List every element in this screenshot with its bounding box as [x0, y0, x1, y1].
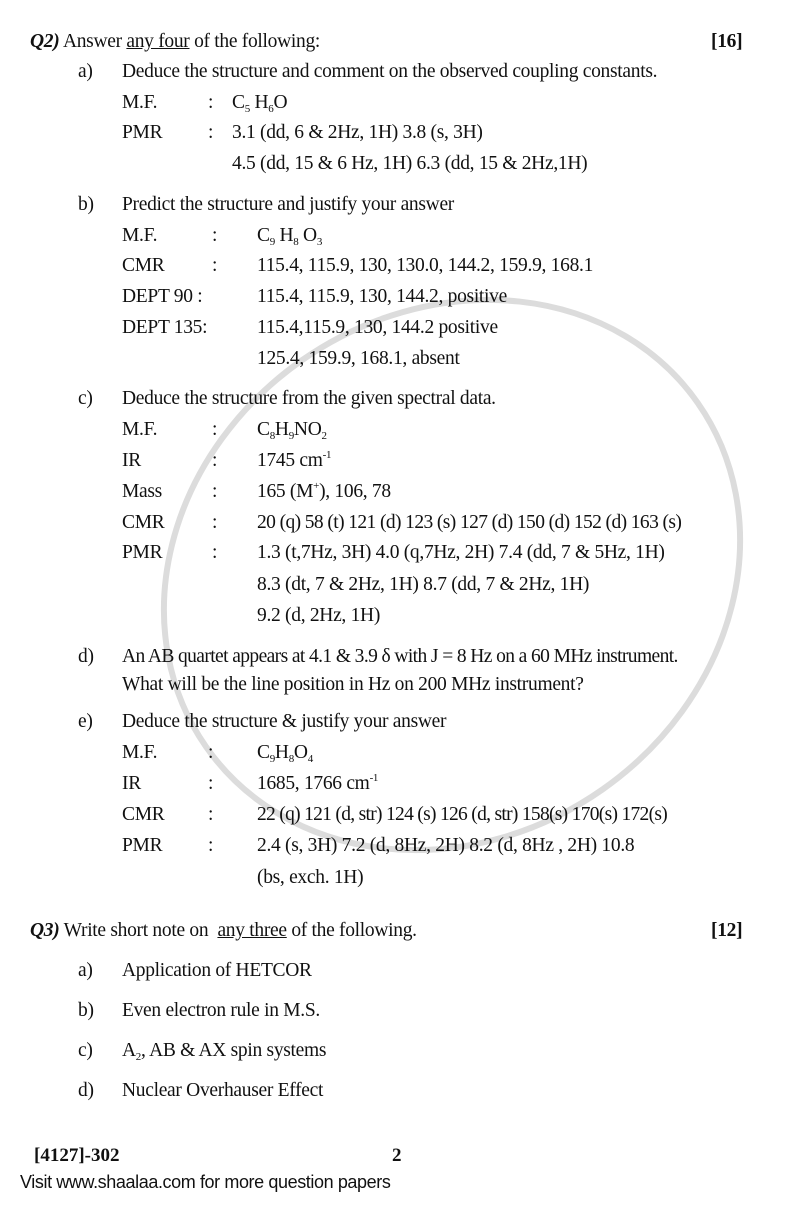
- question-emphasis: any three: [217, 920, 287, 941]
- question-2-heading: [30, 30, 320, 54]
- question-3-heading: [30, 919, 417, 943]
- label: Mass: [122, 481, 162, 502]
- mass-data: [257, 480, 391, 504]
- colon: :: [212, 419, 218, 440]
- label: M.F.: [122, 742, 158, 763]
- colon: :: [212, 481, 218, 502]
- ir-data: [257, 449, 331, 473]
- item-title: Predict the structure and justify your answer: [122, 194, 454, 215]
- cmr-data: 115.4, 115.9, 130, 130.0, 144.2, 159.9, 168.1: [257, 255, 594, 276]
- label: DEPT 135:: [122, 317, 208, 338]
- question-text: of the following:: [189, 31, 321, 52]
- formula-subscript: 6: [268, 103, 274, 115]
- colon: :: [208, 804, 214, 825]
- formula-element: H: [249, 92, 269, 113]
- paper-code: [4127]-302: [34, 1145, 120, 1166]
- label: IR: [122, 773, 141, 794]
- list-item: Nuclear Overhauser Effect: [122, 1080, 324, 1101]
- item-letter: a): [78, 61, 93, 82]
- molecular-formula: [257, 418, 327, 442]
- list-item-text: , AB & AX spin systems: [141, 1040, 327, 1061]
- ir-unit-exponent: -1: [322, 449, 332, 461]
- formula-subscript: 8: [288, 753, 294, 765]
- visit-link[interactable]: Visit www.shaalaa.com for more question papers: [20, 1172, 391, 1192]
- item-letter: b): [78, 194, 94, 215]
- formula-element: H: [274, 225, 294, 246]
- formula-subscript: 9: [269, 236, 275, 248]
- dept90-data: 115.4, 115.9, 130, 144.2, positive: [257, 286, 507, 307]
- label: M.F.: [122, 92, 158, 113]
- formula-element: O: [273, 92, 288, 113]
- colon: :: [208, 773, 214, 794]
- pmr-data: 2.4 (s, 3H) 7.2 (d, 8Hz, 2H) 8.2 (d, 8Hz , 2H) 10.8: [257, 835, 635, 856]
- item-letter: d): [78, 646, 94, 667]
- molecular-formula: [232, 91, 287, 115]
- pmr-data: 8.3 (dt, 7 & 2Hz, 1H) 8.7 (dd, 7 & 2Hz, 1H): [257, 574, 590, 595]
- dept135-data: 125.4, 159.9, 168.1, absent: [257, 348, 460, 369]
- question-number: Q3): [30, 920, 60, 941]
- list-item-text: A: [122, 1040, 136, 1061]
- pmr-data: (bs, exch. 1H): [257, 867, 364, 888]
- list-item: Application of HETCOR: [122, 960, 312, 981]
- formula-element: H: [274, 419, 289, 440]
- label: CMR: [122, 255, 165, 276]
- formula-element: O: [298, 225, 317, 246]
- dept135-data: 115.4,115.9, 130, 144.2 positive: [257, 317, 498, 338]
- cmr-data: 22 (q) 121 (d, str) 124 (s) 126 (d, str) 158(s) 170(s) 172(s): [257, 804, 668, 825]
- label: IR: [122, 450, 141, 471]
- item-text: What will be the line position in Hz on 200 MHz instrument?: [122, 674, 584, 695]
- question-number: Q2): [30, 31, 60, 52]
- pmr-data: 4.5 (dd, 15 & 6 Hz, 1H) 6.3 (dd, 15 & 2Hz,1H): [232, 153, 588, 174]
- label: CMR: [122, 512, 165, 533]
- formula-subscript: 5: [244, 103, 250, 115]
- colon: :: [212, 225, 218, 246]
- item-letter: a): [78, 960, 93, 981]
- item-letter: d): [78, 1080, 94, 1101]
- item-title: Deduce the structure from the given spectral data.: [122, 388, 496, 409]
- item-letter: c): [78, 388, 93, 409]
- formula-subscript: 8: [269, 430, 275, 442]
- mass-charge: +: [313, 480, 320, 492]
- question-text: Write short note on: [63, 920, 218, 941]
- formula-element: H: [274, 742, 289, 763]
- item-letter: b): [78, 1000, 94, 1021]
- ir-data: [257, 772, 378, 796]
- pmr-data: 1.3 (t,7Hz, 3H) 4.0 (q,7Hz, 2H) 7.4 (dd, 7 & 5Hz, 1H): [257, 542, 665, 563]
- formula-element: C: [257, 225, 270, 246]
- list-item: [122, 1039, 326, 1063]
- colon: :: [208, 122, 214, 143]
- formula-element: O: [293, 742, 308, 763]
- label: PMR: [122, 122, 163, 143]
- formula-element: C: [257, 742, 270, 763]
- marks: [12]: [711, 920, 743, 941]
- item-text: An AB quartet appears at 4.1 & 3.9 δ with J = 8 Hz on a 60 MHz instrument.: [122, 646, 678, 667]
- pmr-data: 9.2 (d, 2Hz, 1H): [257, 605, 381, 626]
- molecular-formula: [257, 224, 322, 248]
- molecular-formula: [257, 741, 313, 765]
- label: PMR: [122, 542, 163, 563]
- cmr-data: 20 (q) 58 (t) 121 (d) 123 (s) 127 (d) 150 (d) 152 (d) 163 (s): [257, 512, 682, 533]
- question-emphasis: any four: [126, 31, 190, 52]
- ir-value: 1745 cm: [257, 450, 323, 471]
- colon: :: [208, 742, 214, 763]
- colon: :: [212, 450, 218, 471]
- label: PMR: [122, 835, 163, 856]
- marks: [16]: [711, 31, 743, 52]
- label: DEPT 90 :: [122, 286, 203, 307]
- label: CMR: [122, 804, 165, 825]
- formula-subscript: 9: [288, 430, 294, 442]
- ir-unit-exponent: -1: [369, 772, 379, 784]
- formula-subscript: 2: [321, 430, 327, 442]
- page-number: 2: [392, 1145, 402, 1166]
- colon: :: [212, 255, 218, 276]
- colon: :: [212, 512, 218, 533]
- formula-subscript: 9: [269, 753, 275, 765]
- formula-element: NO: [293, 419, 322, 440]
- list-item: Even electron rule in M.S.: [122, 1000, 320, 1021]
- item-letter: e): [78, 711, 93, 732]
- colon: :: [208, 92, 214, 113]
- item-title: Deduce the structure and comment on the observed coupling constants.: [122, 61, 658, 82]
- pmr-data: 3.1 (dd, 6 & 2Hz, 1H) 3.8 (s, 3H): [232, 122, 483, 143]
- formula-element: C: [257, 419, 270, 440]
- formula-subscript: 3: [316, 236, 323, 248]
- colon: :: [212, 542, 218, 563]
- question-text: of the following.: [286, 920, 417, 941]
- ir-value: 1685, 1766 cm: [257, 773, 370, 794]
- colon: :: [208, 835, 214, 856]
- subscript: 2: [135, 1051, 141, 1063]
- label: M.F.: [122, 225, 158, 246]
- question-text: Answer: [62, 31, 127, 52]
- formula-subscript: 4: [307, 753, 313, 765]
- formula-element: C: [232, 92, 245, 113]
- formula-subscript: 8: [293, 236, 299, 248]
- label: M.F.: [122, 419, 158, 440]
- mass-text: ), 106, 78: [319, 481, 391, 502]
- item-letter: c): [78, 1040, 93, 1061]
- mass-text: 165 (M: [257, 481, 314, 502]
- item-title: Deduce the structure & justify your answer: [122, 711, 447, 732]
